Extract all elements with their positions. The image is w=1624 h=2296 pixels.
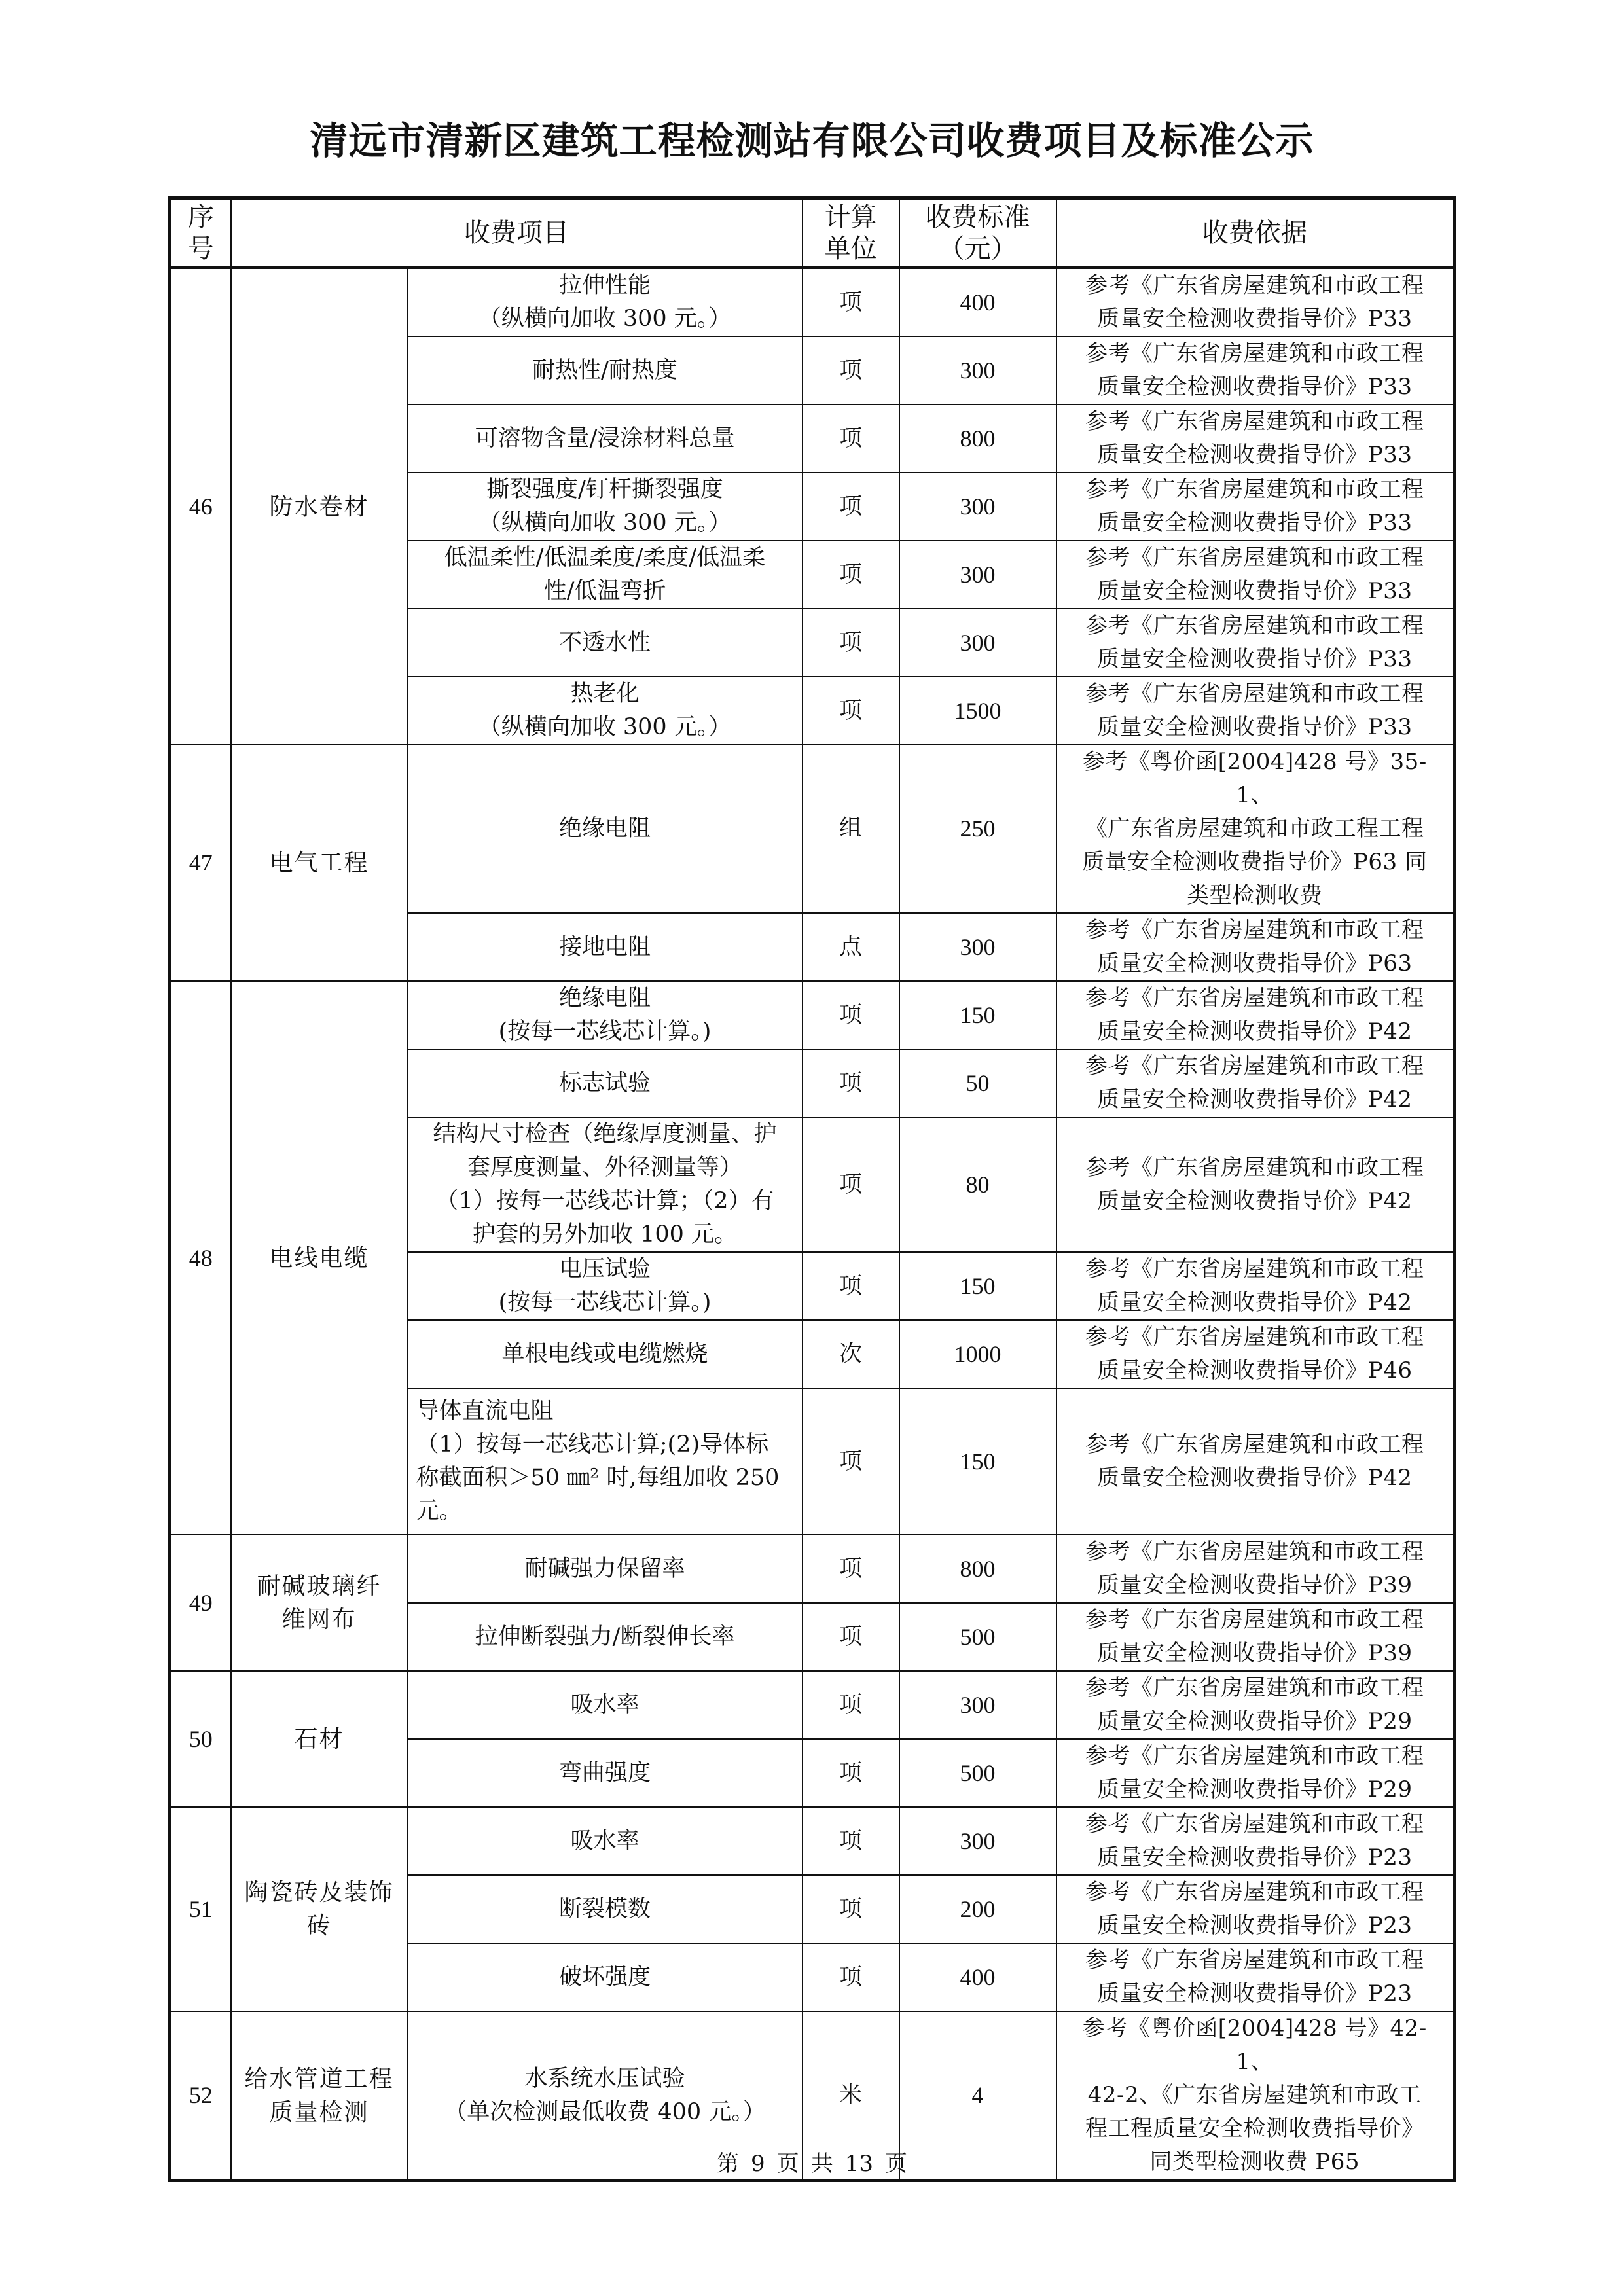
row-unit: 项	[803, 1049, 899, 1117]
row-category	[231, 1535, 408, 1671]
row-category-line: 防水卷材	[269, 493, 369, 520]
row-item-line: （单次检测最低收费 400 元。）	[444, 2098, 766, 2125]
row-price: 300	[899, 913, 1056, 981]
row-unit: 项	[803, 1807, 899, 1875]
row-item-line: 导体直流电阻	[416, 1398, 554, 1424]
row-category-line: 电气工程	[269, 850, 369, 876]
row-basis-line: 参考《广东省房屋建筑和市政工程	[1085, 340, 1424, 367]
row-item	[408, 1943, 803, 2011]
row-item-line: （纵横向加收 300 元。）	[478, 714, 732, 740]
row-basis-line: 参考《广东省房屋建筑和市政工程	[1085, 1256, 1424, 1282]
row-basis-line: 同类型检测收费 P65	[1149, 2149, 1360, 2175]
row-item	[408, 913, 803, 981]
row-basis	[1056, 336, 1454, 404]
row-unit: 项	[803, 1875, 899, 1943]
row-basis-line: 参考《广东省房屋建筑和市政工程	[1085, 681, 1424, 707]
row-basis	[1056, 1875, 1454, 1943]
row-basis-line: 质量安全检测收费指导价》P33	[1096, 646, 1413, 672]
row-item	[408, 541, 803, 609]
row-basis-line: 参考《广东省房屋建筑和市政工程	[1085, 1324, 1424, 1350]
row-basis-line: 参考《广东省房屋建筑和市政工程	[1085, 1811, 1424, 1837]
header-price	[899, 198, 1056, 268]
row-item-line: 绝缘电阻	[558, 985, 651, 1011]
row-unit: 项	[803, 268, 899, 336]
row-price: 1500	[899, 677, 1056, 745]
row-price: 300	[899, 473, 1056, 541]
row-unit: 项	[803, 1252, 899, 1320]
row-basis	[1056, 913, 1454, 981]
row-item-line: （1）按每一芯线芯计算；（2）有	[435, 1188, 774, 1214]
row-unit: 项	[803, 1943, 899, 2011]
row-price: 300	[899, 1807, 1056, 1875]
footer-total-pages: 13	[844, 2151, 873, 2177]
row-basis-line: 质量安全检测收费指导价》P33	[1096, 442, 1413, 468]
table-row	[170, 1535, 1454, 1603]
row-item-line: 性/低温弯折	[543, 578, 666, 604]
row-category	[231, 1807, 408, 2011]
row-item-line: 不透水性	[558, 629, 651, 656]
header-unit-line: 单位	[824, 234, 877, 264]
row-unit: 项	[803, 541, 899, 609]
row-item	[408, 404, 803, 473]
row-price: 400	[899, 1943, 1056, 2011]
table-header-row	[170, 198, 1454, 268]
row-unit: 项	[803, 677, 899, 745]
row-unit: 项	[803, 981, 899, 1049]
footer-label: 页	[884, 2151, 907, 2177]
row-category-line: 电线电缆	[269, 1244, 369, 1272]
row-basis-line: 参考《广东省房屋建筑和市政工程	[1085, 1947, 1424, 1973]
row-unit: 项	[803, 1117, 899, 1252]
row-basis-line: 质量安全检测收费指导价》P33	[1096, 714, 1413, 740]
row-basis-line: 质量安全检测收费指导价》P46	[1096, 1357, 1413, 1384]
row-basis-line: 质量安全检测收费指导价》P23	[1096, 1844, 1413, 1871]
row-basis-line: 质量安全检测收费指导价》P42	[1096, 1465, 1413, 1491]
row-item	[408, 745, 803, 913]
row-item-line: 弯曲强度	[558, 1759, 651, 1786]
row-basis-line: 质量安全检测收费指导价》P23	[1096, 1981, 1413, 2007]
row-price: 150	[899, 1252, 1056, 1320]
row-basis-line: 参考《广东省房屋建筑和市政工程	[1085, 1675, 1424, 1701]
row-basis	[1056, 1049, 1454, 1117]
row-item	[408, 1603, 803, 1671]
row-item	[408, 1535, 803, 1603]
row-item-line: 吸水率	[570, 1691, 640, 1718]
row-item-line: 电压试验	[558, 1256, 651, 1282]
row-item-line: 热老化	[570, 681, 640, 707]
row-seq: 47	[170, 745, 231, 981]
row-category	[231, 981, 408, 1535]
row-price: 800	[899, 1535, 1056, 1603]
row-price: 250	[899, 745, 1056, 913]
row-basis-line: 参考《广东省房屋建筑和市政工程	[1085, 408, 1424, 435]
row-category-line: 砖	[306, 1912, 332, 1939]
row-item	[408, 336, 803, 404]
row-basis-line: 参考《广东省房屋建筑和市政工程	[1085, 1053, 1424, 1079]
row-price: 150	[899, 1388, 1056, 1535]
row-basis-line: 质量安全检测收费指导价》P63	[1096, 950, 1413, 977]
row-item	[408, 1671, 803, 1739]
row-item	[408, 981, 803, 1049]
row-item	[408, 1049, 803, 1117]
row-basis-line: 参考《广东省房屋建筑和市政工程	[1085, 1431, 1424, 1458]
row-item-line: 吸水率	[570, 1827, 640, 1854]
header-seq-line: 号	[187, 234, 214, 264]
row-price: 800	[899, 404, 1056, 473]
row-basis	[1056, 981, 1454, 1049]
row-price: 150	[899, 981, 1056, 1049]
row-basis-line: 参考《广东省房屋建筑和市政工程	[1085, 545, 1424, 571]
row-basis-line: 参考《广东省房屋建筑和市政工程	[1085, 1743, 1424, 1769]
row-item	[408, 1117, 803, 1252]
row-category-line: 耐碱玻璃纤	[257, 1573, 382, 1600]
row-price: 500	[899, 1739, 1056, 1807]
row-item-line: 接地电阻	[558, 933, 651, 960]
row-unit: 项	[803, 1535, 899, 1603]
row-basis-line: 《广东省房屋建筑和市政工程工程	[1085, 816, 1424, 842]
row-price: 300	[899, 609, 1056, 677]
row-item	[408, 1252, 803, 1320]
row-basis-line: 质量安全检测收费指导价》P23	[1096, 1912, 1413, 1939]
row-item-line: (按每一芯线芯计算。)	[498, 1289, 712, 1316]
row-basis	[1056, 609, 1454, 677]
row-basis-line: 参考《广东省房屋建筑和市政工程	[1085, 1155, 1424, 1181]
row-basis	[1056, 1252, 1454, 1320]
row-category-line: 给水管道工程	[244, 2065, 394, 2092]
row-unit: 次	[803, 1320, 899, 1388]
footer-label: 第	[717, 2151, 740, 2177]
row-unit: 项	[803, 1739, 899, 1807]
row-basis-line: 质量安全检测收费指导价》P42	[1096, 1289, 1413, 1316]
row-unit: 点	[803, 913, 899, 981]
row-basis-line: 参考《粤价函[2004]428 号》42-1、	[1082, 2015, 1427, 2075]
fee-table-body	[170, 268, 1454, 2181]
row-price: 80	[899, 1117, 1056, 1252]
row-basis-line: 质量安全检测收费指导价》P42	[1096, 1018, 1413, 1045]
page-footer	[0, 2145, 1624, 2178]
row-basis-line: 质量安全检测收费指导价》P39	[1096, 1572, 1413, 1598]
row-unit: 项	[803, 1388, 899, 1535]
header-seq-line: 序	[187, 202, 214, 232]
row-price: 200	[899, 1875, 1056, 1943]
row-item-line: 结构尺寸检查（绝缘厚度测量、护	[433, 1121, 777, 1147]
row-basis-line: 参考《广东省房屋建筑和市政工程	[1085, 476, 1424, 503]
row-basis-line: 程工程质量安全检测收费指导价》	[1085, 2115, 1424, 2142]
row-unit: 项	[803, 1671, 899, 1739]
row-item-line: 标志试验	[558, 1069, 651, 1096]
table-row	[170, 981, 1454, 1049]
row-seq: 50	[170, 1671, 231, 1807]
row-price: 500	[899, 1603, 1056, 1671]
row-basis-line: 42-2、《广东省房屋建筑和市政工	[1087, 2082, 1422, 2108]
row-basis	[1056, 1739, 1454, 1807]
row-basis	[1056, 1943, 1454, 2011]
row-basis-line: 参考《广东省房屋建筑和市政工程	[1085, 1539, 1424, 1565]
row-item-line: 绝缘电阻	[558, 816, 651, 842]
table-row	[170, 1671, 1454, 1739]
row-item	[408, 473, 803, 541]
header-price-line: 收费标准	[925, 202, 1030, 232]
row-item-line: （纵横向加收 300 元。）	[478, 510, 732, 536]
row-basis	[1056, 404, 1454, 473]
row-item-line: (按每一芯线芯计算。)	[498, 1018, 712, 1045]
row-basis	[1056, 677, 1454, 745]
row-item-line: 称截面积＞50 ㎜² 时,每组加收 250	[416, 1465, 780, 1491]
row-basis-line: 参考《广东省房屋建筑和市政工程	[1085, 985, 1424, 1011]
row-price: 400	[899, 268, 1056, 336]
row-category-line: 质量检测	[269, 2098, 369, 2126]
row-seq: 51	[170, 1807, 231, 2011]
row-item-line: 破坏强度	[558, 1964, 651, 1990]
row-category-line: 石材	[294, 1725, 344, 1753]
row-seq: 46	[170, 268, 231, 745]
header-seq	[170, 198, 231, 268]
row-item	[408, 1807, 803, 1875]
row-basis-line: 质量安全检测收费指导价》P42	[1096, 1086, 1413, 1113]
row-basis-line: 质量安全检测收费指导价》P42	[1096, 1188, 1413, 1214]
row-basis	[1056, 1535, 1454, 1603]
row-unit: 项	[803, 336, 899, 404]
row-category	[231, 745, 408, 981]
row-basis	[1056, 1117, 1454, 1252]
row-seq: 52	[170, 2011, 231, 2181]
row-item-line: 单根电线或电缆燃烧	[501, 1340, 708, 1367]
header-price-line: （元）	[938, 234, 1017, 264]
row-item-line: 拉伸断裂强力/断裂伸长率	[475, 1623, 735, 1650]
row-seq: 49	[170, 1535, 231, 1671]
row-basis-line: 参考《广东省房屋建筑和市政工程	[1085, 917, 1424, 943]
row-unit: 项	[803, 473, 899, 541]
row-basis-line: 参考《广东省房屋建筑和市政工程	[1085, 613, 1424, 639]
table-row	[170, 745, 1454, 913]
row-item	[408, 1320, 803, 1388]
row-category-line: 维网布	[281, 1606, 357, 1633]
row-basis-line: 参考《广东省房屋建筑和市政工程	[1085, 272, 1424, 298]
row-unit: 组	[803, 745, 899, 913]
row-unit: 米	[803, 2011, 899, 2181]
row-item	[408, 1388, 803, 1535]
footer-label: 共	[810, 2151, 833, 2177]
table-row	[170, 1807, 1454, 1875]
row-basis	[1056, 745, 1454, 913]
row-category	[231, 268, 408, 745]
table-row	[170, 268, 1454, 336]
row-unit: 项	[803, 609, 899, 677]
row-item	[408, 268, 803, 336]
row-category	[231, 1671, 408, 1807]
header-unit-line: 计算	[824, 202, 877, 232]
row-item-line: 可溶物含量/浸涂材料总量	[475, 425, 735, 452]
row-item	[408, 1739, 803, 1807]
row-price: 300	[899, 336, 1056, 404]
row-item-line: 耐热性/耐热度	[532, 357, 677, 384]
header-unit	[803, 198, 899, 268]
row-item-line: 水系统水压试验	[524, 2065, 685, 2092]
row-basis-line: 质量安全检测收费指导价》P29	[1096, 1776, 1413, 1803]
row-basis-line: 参考《广东省房屋建筑和市政工程	[1085, 1879, 1424, 1905]
row-item-line: 套厚度测量、外径测量等）	[467, 1155, 742, 1181]
row-price: 50	[899, 1049, 1056, 1117]
row-basis	[1056, 1603, 1454, 1671]
row-item-line: （纵横向加收 300 元。）	[478, 306, 732, 332]
row-seq: 48	[170, 981, 231, 1535]
row-item	[408, 677, 803, 745]
row-basis	[1056, 1388, 1454, 1535]
row-basis	[1056, 473, 1454, 541]
row-item-line: 拉伸性能	[558, 272, 651, 298]
row-item-line: 低温柔性/低温柔度/柔度/低温柔	[444, 545, 766, 571]
row-item-line: 耐碱强力保留率	[524, 1555, 685, 1582]
row-basis-line: 质量安全检测收费指导价》P39	[1096, 1640, 1413, 1666]
row-basis-line: 质量安全检测收费指导价》P29	[1096, 1708, 1413, 1734]
row-basis	[1056, 541, 1454, 609]
row-item-line: 护套的另外加收 100 元。	[472, 1221, 738, 1247]
row-price: 300	[899, 541, 1056, 609]
header-basis: 收费依据	[1056, 198, 1454, 268]
row-item	[408, 1875, 803, 1943]
row-item-line: （1）按每一芯线芯计算;(2)导体标	[416, 1431, 769, 1458]
row-price: 1000	[899, 1320, 1056, 1388]
row-basis	[1056, 1807, 1454, 1875]
row-basis-line: 质量安全检测收费指导价》P33	[1096, 306, 1413, 332]
row-basis-line: 质量安全检测收费指导价》P33	[1096, 510, 1413, 536]
row-basis-line: 参考《粤价函[2004]428 号》35-1、	[1082, 749, 1427, 808]
row-basis	[1056, 1671, 1454, 1739]
row-price: 300	[899, 1671, 1056, 1739]
row-item-line: 断裂模数	[558, 1895, 651, 1922]
row-basis	[1056, 268, 1454, 336]
header-item: 收费项目	[231, 198, 803, 268]
row-basis	[1056, 1320, 1454, 1388]
row-item-line: 撕裂强度/钉杆撕裂强度	[486, 476, 723, 503]
footer-current-page: 9	[751, 2151, 765, 2177]
row-unit: 项	[803, 1603, 899, 1671]
row-item	[408, 609, 803, 677]
page-title: 清远市清新区建筑工程检测站有限公司收费项目及标准公示	[310, 118, 1314, 163]
row-basis-line: 质量安全检测收费指导价》P33	[1096, 374, 1413, 400]
fee-table	[168, 196, 1456, 2182]
footer-label: 页	[776, 2151, 799, 2177]
row-basis-line: 质量安全检测收费指导价》P33	[1096, 578, 1413, 604]
row-item-line: 元。	[416, 1498, 462, 1524]
row-basis-line: 类型检测收费	[1187, 882, 1323, 908]
row-basis-line: 质量安全检测收费指导价》P63 同	[1082, 849, 1428, 875]
row-price: 4	[899, 2011, 1056, 2181]
row-unit: 项	[803, 404, 899, 473]
row-category-line: 陶瓷砖及装饰	[244, 1879, 394, 1906]
row-basis-line: 参考《广东省房屋建筑和市政工程	[1085, 1607, 1424, 1633]
